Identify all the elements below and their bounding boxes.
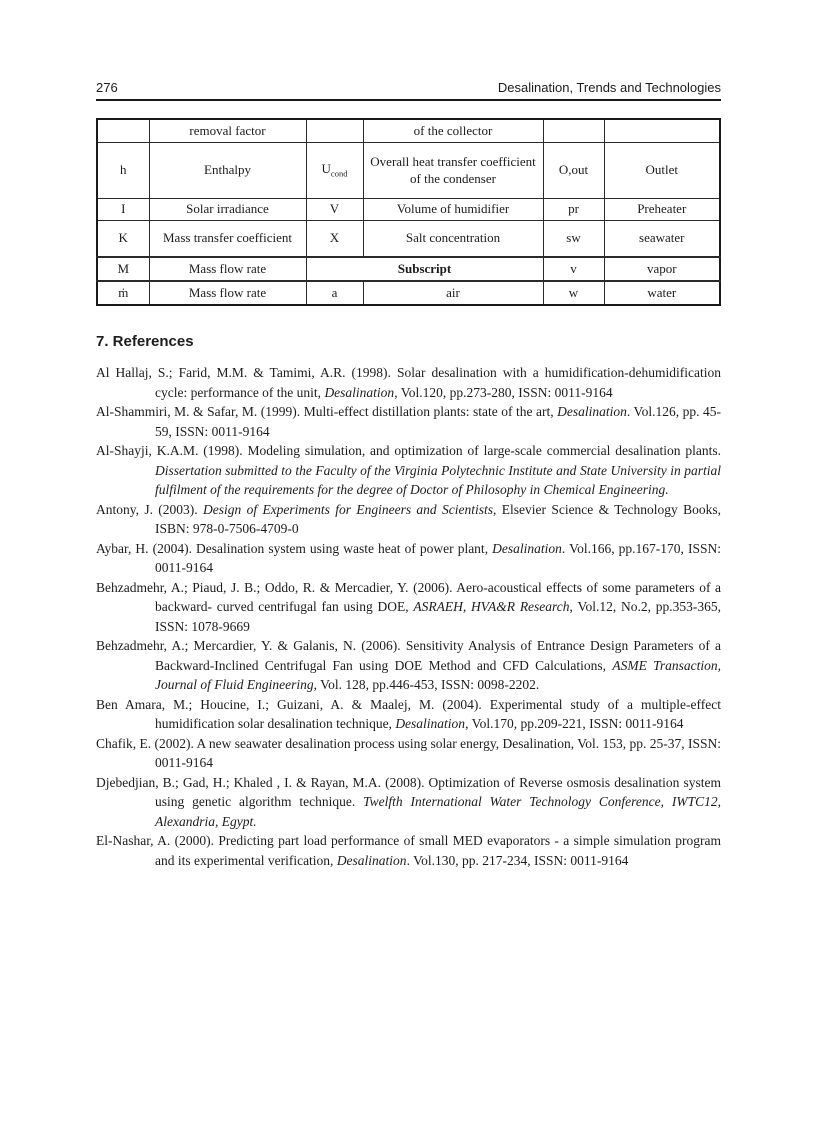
nomenclature-table-body — [97, 119, 720, 305]
reference-text-segment: . Vol.166, pp.167-170, ISSN: 0011-9164 — [155, 540, 721, 575]
reference-text-segment: Djebedjian, B.; Gad, H.; Khaled , I. & Rayan, M.A. (2008). Optimization of Reverse osmosis desalination system using genetic algorithm technique. — [96, 774, 721, 809]
reference-text-segment: , Vol.170, pp.209-221, ISSN: 0011-9164 — [465, 716, 684, 731]
table-cell: O,out — [543, 143, 604, 199]
reference-text-segment: Aybar, H. (2004). Desalination system using waste heat of power plant, — [96, 540, 493, 556]
table-row — [97, 281, 720, 305]
table-cell: X — [306, 221, 363, 258]
reference-italic-segment: Desalination — [395, 716, 466, 731]
reference-entry — [96, 441, 721, 500]
table-cell: Mass transfer coefficient — [149, 221, 306, 258]
reference-text-segment: , Vol.12, No.2, pp.353-365, ISSN: 1078-9669 — [155, 599, 722, 634]
table-cell: seawater — [604, 221, 720, 258]
reference-text-segment: Al-Shammiri, M. & Safar, M. (1999). Multi-effect distillation plants: state of the art, — [96, 404, 558, 419]
table-cell — [604, 119, 720, 143]
table-row — [97, 199, 720, 221]
table-cell: Volume of humidifier — [363, 199, 543, 221]
reference-entry — [96, 578, 721, 637]
reference-italic-segment: Dissertation submitted to the Faculty of the Virginia Polytechnic Institute and State University in partial fulfilment of the requirements for the degree of Doctor of Philosophy in Chemical Engineering. — [155, 462, 721, 497]
references-heading: 7. References — [96, 333, 194, 350]
reference-entry — [96, 831, 721, 870]
table-cell: $U_{cond}$ — [306, 143, 363, 199]
reference-text-segment: . Vol.130, pp. 217-234, ISSN: 0011-9164 — [406, 852, 629, 868]
table-cell: I — [97, 199, 149, 221]
table-cell — [97, 119, 149, 143]
table-cell: water — [604, 281, 720, 305]
reference-entry — [96, 363, 721, 402]
table-cell: vapor — [604, 257, 720, 281]
table-cell: Preheater — [604, 199, 720, 221]
table-row — [97, 143, 720, 199]
page-content — [96, 0, 721, 870]
table-cell — [306, 119, 363, 143]
reference-text-segment: , Vol.120, pp.273-280, ISSN: 0011-9164 — [394, 384, 613, 400]
reference-italic-segment: Desalination — [492, 540, 562, 556]
reference-italic-segment: ASRAEH, HVA&R Research — [413, 599, 570, 614]
reference-text-segment: Antony, J. (2003). — [96, 501, 204, 517]
table-cell: Outlet — [604, 143, 720, 199]
reference-text-segment: Al Hallaj, S.; Farid, M.M. & Tamimi, A.R. (1998). Solar desalination with a humidification-dehumidification cycle: performance of the unit, — [96, 365, 721, 400]
table-cell — [543, 119, 604, 143]
reference-text-segment: , Elsevier Science & Technology Books, ISBN: 978-0-7506-4709-0 — [155, 501, 721, 536]
reference-text-segment: Al-Shayji, K.A.M. (1998). Modeling simulation, and optimization of large-scale commercial desalination plants. — [96, 443, 721, 458]
reference-entry — [96, 734, 721, 773]
reference-entry — [96, 402, 721, 441]
reference-entry — [96, 695, 721, 734]
reference-text-segment: Ben Amara, M.; Houcine, I.; Guizani, A. & Maalej, M. (2004). Experimental study of a multiple-effect humidification solar desalination technique, — [96, 696, 721, 731]
table-cell: V — [306, 199, 363, 221]
table-cell: Solar irradiance — [149, 199, 306, 221]
reference-italic-segment: Desalination — [324, 384, 395, 400]
reference-entry — [96, 636, 721, 695]
reference-italic-segment: Design of Experiments for Engineers and Scientists — [203, 501, 494, 517]
table-row — [97, 119, 720, 143]
table-cell: w — [543, 281, 604, 305]
page-number: 276 — [96, 80, 118, 95]
reference-italic-segment: Desalination — [336, 852, 407, 868]
table-cell: of the collector — [363, 119, 543, 143]
table-row — [97, 257, 720, 281]
reference-text-segment: Behzadmehr, A.; Mercardier, Y. & Galanis, N. (2006). Sensitivity Analysis of Entrance Design Parameters of a Backward-Inclined Centrifugal Fan using DOE Method and CFD Calculations, — [96, 638, 721, 673]
references-list — [96, 363, 721, 870]
table-cell: Mass flow rate — [149, 257, 306, 281]
table-cell: a — [306, 281, 363, 305]
table-cell: ṁ — [97, 281, 149, 305]
reference-italic-segment: Twelfth International Water Technology Conference, IWTC12, Alexandria, Egypt. — [155, 794, 721, 829]
table-cell: Enthalpy — [149, 143, 306, 199]
table-cell: K — [97, 221, 149, 258]
reference-entry — [96, 539, 721, 578]
reference-text-segment: Chafik, E. (2002). A new seawater desalination process using solar energy, Desalination, Vol. 153, pp. 25-37, ISSN: 0011-9164 — [96, 735, 721, 770]
reference-text-segment: El-Nashar, A. (2000). Predicting part load performance of small MED evaporators - a simple simulation program and its experimental verification, — [96, 833, 721, 868]
table-cell: Overall heat transfer coefficient of the condenser — [363, 143, 543, 199]
table-cell: Salt concentration — [363, 221, 543, 258]
subscript-text: cond — [330, 168, 348, 179]
table-cell: Subscript — [306, 257, 543, 281]
reference-text-segment: , Vol. 128, pp.446-453, ISSN: 0098-2202. — [313, 677, 540, 692]
reference-entry — [96, 500, 721, 539]
table-cell: h — [97, 143, 149, 199]
table-cell: air — [363, 281, 543, 305]
table-cell: removal factor — [149, 119, 306, 143]
table-cell: M — [97, 257, 149, 281]
reference-text-segment: Behzadmehr, A.; Piaud, J. B.; Oddo, R. & Mercadier, Y. (2006). Aero-acoustical effects of some parameters of a backward- curved centrifugal fan using DOE, — [96, 579, 721, 614]
table-row — [97, 221, 720, 258]
table-cell: Mass flow rate — [149, 281, 306, 305]
reference-italic-segment: Desalination — [557, 404, 627, 419]
table-cell: pr — [543, 199, 604, 221]
running-header — [96, 80, 721, 101]
table-cell: v — [543, 257, 604, 281]
reference-text-segment: . Vol.126, pp. 45-59, ISSN: 0011-9164 — [155, 404, 721, 439]
nomenclature-table — [96, 118, 721, 306]
reference-italic-segment: ASME Transaction, Journal of Fluid Engineering — [155, 657, 721, 692]
running-title: Desalination, Trends and Technologies — [497, 80, 721, 95]
table-cell: sw — [543, 221, 604, 258]
reference-entry — [96, 773, 721, 832]
